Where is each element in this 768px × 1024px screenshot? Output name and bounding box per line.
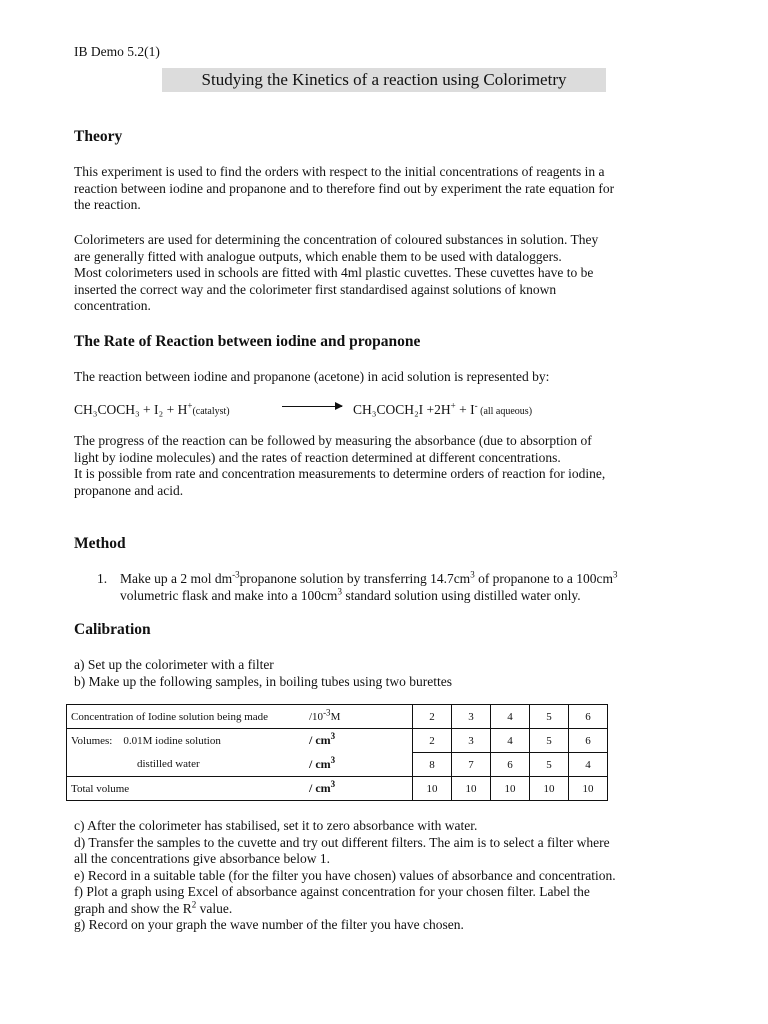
table-cell [67, 705, 306, 729]
text-line: a) Set up the colorimeter with a filter [74, 657, 274, 672]
table-cell: 8 [413, 753, 452, 777]
charge-superscript: + [450, 400, 456, 411]
table-cell: 2 [413, 729, 452, 753]
superscript: 3 [330, 731, 336, 742]
text-run: volumetric flask and make into a 100cm [120, 587, 338, 603]
text-run: standard solution using distilled water only. [341, 587, 581, 603]
rate-heading: The Rate of Reaction between iodine and propanone [74, 333, 421, 350]
table-cell: 2 [413, 705, 452, 729]
table-cell: 5 [530, 753, 569, 777]
text-line: e) Record in a suitable table (for the filter you have chosen) values of absorbance and concentration. [74, 867, 616, 883]
superscript: -3 [232, 569, 240, 580]
text-line: f) Plot a graph using Excel of absorbance against concentration for your chosen filter. Label the [74, 884, 590, 899]
text-line: g) Record on your graph the wave number of the filter you have chosen. [74, 917, 464, 932]
products-text: CH₃COCH₂I +2H [353, 402, 451, 417]
text-line: inserted the correct way and the colorimeter first standardised against solutions of known [74, 281, 557, 297]
text-line: It is possible from rate and concentration measurements to determine orders of reaction for iodine, [74, 466, 606, 481]
document-reference: IB Demo 5.2(1) [74, 44, 160, 59]
text-line: c) After the colorimeter has stabilised, set it to zero absorbance with water. [74, 818, 478, 833]
table-cell [305, 753, 413, 777]
text-run: of propanone to a 100cm [474, 571, 614, 586]
reactants-text: CH₃COCH₃ + I₂ + H [74, 402, 188, 417]
row-label: 0.01M iodine solution [123, 734, 221, 747]
text-line: This experiment is used to find the orders with respect to the initial concentrations of reagents in a [74, 164, 605, 179]
text-line [120, 588, 720, 605]
table-cell: 4 [491, 705, 530, 729]
text-run: graph and show the R [74, 900, 192, 916]
calibration-steps-cg [74, 818, 704, 934]
table-cell [67, 753, 306, 777]
text-line: reaction between iodine and propanone and to therefore find out by experiment the rate equation for [74, 180, 615, 196]
table-cell: 3 [452, 729, 491, 753]
document-title: Studying the Kinetics of a reaction using Colorimetry [162, 68, 606, 92]
products-text: + I [455, 402, 475, 417]
theory-paragraph-1 [74, 164, 704, 214]
text-line: b) Make up the following samples, in boiling tubes using two burettes [74, 673, 452, 689]
table-cell: 3 [452, 705, 491, 729]
reaction-arrow-icon [282, 406, 342, 407]
theory-heading: Theory [74, 128, 123, 145]
table-cell [305, 705, 413, 729]
row-label: distilled water [137, 758, 200, 771]
table-cell: 7 [452, 753, 491, 777]
method-step-1 [120, 571, 720, 604]
state-note: (all aqueous) [477, 406, 533, 417]
table-cell: 10 [491, 777, 530, 801]
unit-label: / cm [309, 756, 331, 771]
superscript: -3 [323, 706, 331, 717]
equation-reactants [74, 402, 230, 418]
table-cell: 10 [530, 777, 569, 801]
rate-paragraph [74, 433, 704, 499]
table-cell: 10 [452, 777, 491, 801]
table-cell [67, 729, 306, 753]
calibration-heading: Calibration [74, 621, 151, 638]
unit-label: / cm [309, 733, 331, 748]
superscript: 3 [470, 569, 475, 580]
unit-label: M [330, 710, 341, 723]
table-cell: 6 [491, 753, 530, 777]
text-line: propanone and acid. [74, 482, 184, 498]
table-cell: 10 [569, 777, 608, 801]
samples-table [66, 704, 608, 801]
table-row [67, 729, 608, 753]
equation-products [353, 402, 532, 418]
table-cell: 6 [569, 729, 608, 753]
row-label: Total volume [71, 782, 130, 795]
text-line: concentration. [74, 298, 151, 313]
text-line [74, 901, 704, 918]
table-cell [305, 777, 413, 801]
table-cell: 10 [413, 777, 452, 801]
unit-label: / cm [309, 781, 331, 795]
text-run: Make up a 2 mol dm [120, 571, 233, 586]
text-line: the reaction. [74, 197, 141, 212]
text-line: The progress of the reaction can be followed by measuring the absorbance (due to absorption of [74, 433, 592, 448]
text-line: are generally fitted with analogue outputs, which enable them to be used with dataloggers. [74, 248, 562, 264]
text-run: propanone solution by transferring 14.7cm [239, 571, 471, 586]
superscript: 3 [613, 569, 618, 580]
text-line: d) Transfer the samples to the cuvette and try out different filters. The aim is to select a filter where [74, 834, 610, 850]
superscript: 3 [330, 754, 336, 765]
superscript: 3 [330, 779, 336, 789]
table-cell: 5 [530, 729, 569, 753]
list-number: 1. [97, 571, 108, 586]
row-label: Concentration of Iodine solution being made [71, 710, 269, 723]
text-line [120, 571, 720, 588]
superscript: 3 [337, 586, 342, 596]
charge-superscript: + [187, 400, 193, 411]
table-cell: 6 [569, 705, 608, 729]
calibration-steps-ab [74, 657, 704, 690]
catalyst-note: (catalyst) [192, 406, 230, 417]
rate-intro: The reaction between iodine and propanone (acetone) in acid solution is represented by: [74, 369, 550, 384]
table-cell [67, 777, 306, 801]
row-label: Volumes: [71, 734, 113, 747]
theory-paragraph-2 [74, 232, 704, 315]
table-cell: 5 [530, 705, 569, 729]
text-line: all the concentrations give absorbance below 1. [74, 851, 331, 866]
table-cell [305, 729, 413, 753]
table-row [67, 705, 608, 729]
table-cell: 4 [491, 729, 530, 753]
table-row [67, 777, 608, 801]
table-cell: 4 [569, 753, 608, 777]
method-heading: Method [74, 535, 126, 552]
superscript: 2 [191, 899, 197, 909]
charge-superscript: - [474, 400, 478, 411]
text-line: Colorimeters are used for determining the concentration of coloured substances in solution. They [74, 232, 599, 247]
text-run: value. [196, 900, 233, 916]
unit-label: /10 [309, 710, 324, 723]
text-line: Most colorimeters used in schools are fitted with 4ml plastic cuvettes. These cuvettes have to be [74, 265, 594, 280]
text-line: light by iodine molecules) and the rates of reaction determined at different concentrations. [74, 449, 561, 465]
table-row [67, 753, 608, 777]
